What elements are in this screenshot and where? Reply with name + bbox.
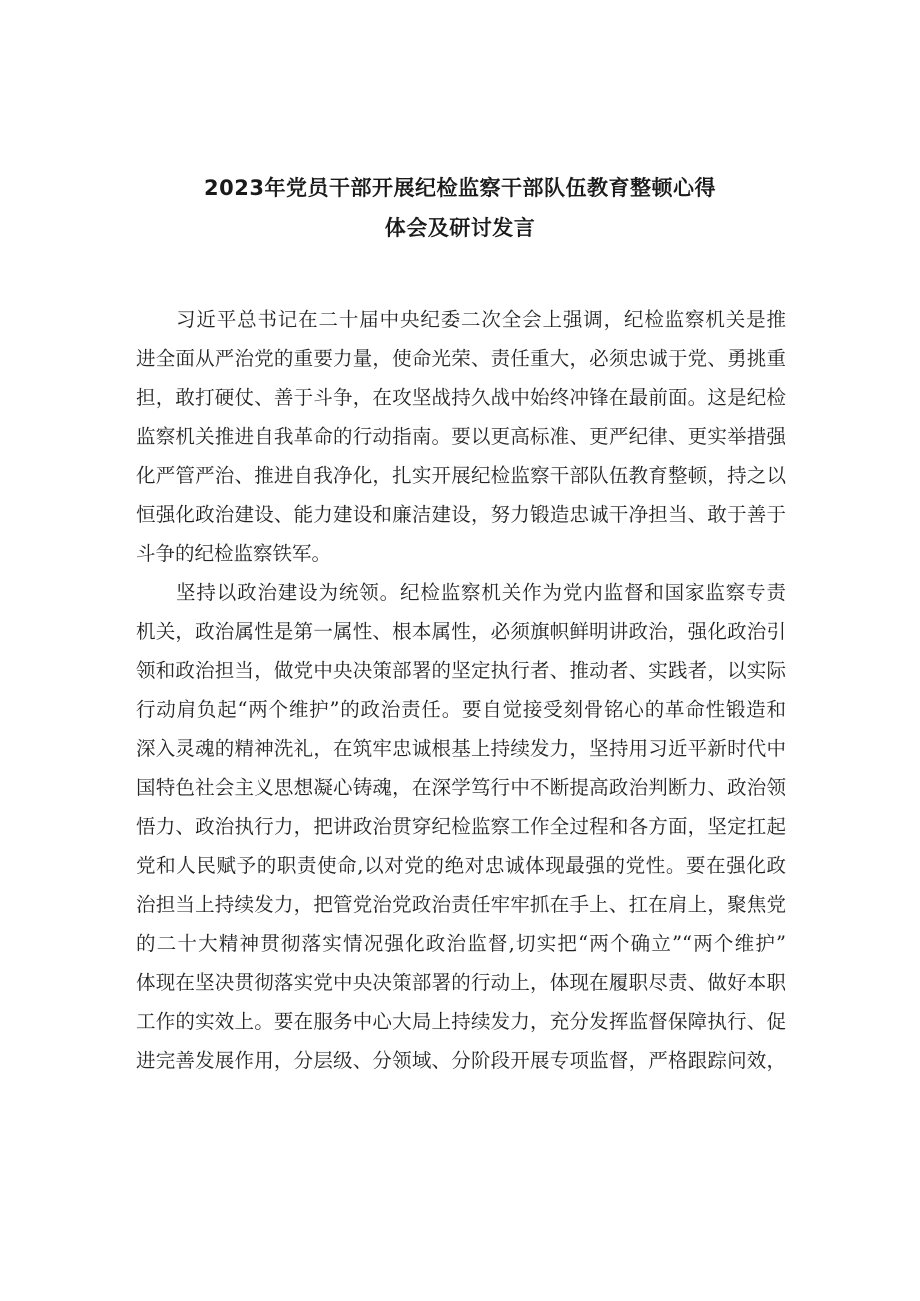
paragraph-line: 领和政治担当，做党中央决策部署的坚定执行者、推动者、实践者，以实际 [136, 659, 786, 682]
paragraph-line: 国特色社会主义思想凝心铸魂，在深学笃行中不断提高政治判断力、政治领 [136, 776, 786, 799]
paragraph-line: 监察机关推进自我革命的行动指南。要以更高标准、更严纪律、更实举措强 [136, 425, 786, 448]
paragraph-line: 深入灵魂的精神洗礼，在筑牢忠诚根基上持续发力，坚持用习近平新时代中 [136, 737, 786, 760]
paragraph-line: 斗争的纪检监察铁军。 [136, 542, 332, 565]
paragraph-line: 行动肩负起“两个维护”的政治责任。要自觉接受刻骨铭心的革命性锻造和 [136, 698, 786, 721]
paragraph-line: 悟力、政治执行力，把讲政治贯穿纪检监察工作全过程和各方面，坚定扛起 [136, 815, 786, 838]
paragraph-line: 进完善发展作用，分层级、分领域、分阶段开展专项监督，严格跟踪问效， [136, 1049, 786, 1072]
paragraph-1 [136, 300, 786, 573]
paragraph-line: 化严管严治、推进自我净化，扎实开展纪检监察干部队伍教育整顿，持之以 [136, 464, 786, 487]
paragraph-line: 机关，政治属性是第一属性、根本属性，必须旗帜鲜明讲政治，强化政治引 [136, 620, 786, 643]
paragraph-line: 体现在坚决贯彻落实党中央决策部署的行动上，体现在履职尽责、做好本职 [136, 971, 786, 994]
document-body [136, 300, 786, 1080]
paragraph-line: 工作的实效上。要在服务中心大局上持续发力，充分发挥监督保障执行、促 [136, 1010, 786, 1033]
paragraph-2 [136, 573, 786, 1080]
title-line-2: 体会及研讨发言 [384, 216, 536, 240]
paragraph-line: 恒强化政治建设、能力建设和廉洁建设，努力锻造忠诚干净担当、敢于善于 [136, 503, 786, 526]
paragraph-line: 习近平总书记在二十届中央纪委二次全会上强调，纪检监察机关是推 [176, 308, 786, 331]
paragraph-line: 的二十大精神贯彻落实情况强化政治监督,切实把“两个确立”“两个维护” [136, 932, 786, 955]
paragraph-line: 进全面从严治党的重要力量，使命光荣、责任重大，必须忠诚于党、勇挑重 [136, 347, 786, 370]
paragraph-line: 担，敢打硬仗、善于斗争，在攻坚战持久战中始终冲锋在最前面。这是纪检 [136, 386, 786, 409]
title-line-1: 2023年党员干部开展纪检监察干部队伍教育整顿心得 [204, 176, 716, 200]
document-title [0, 168, 920, 248]
paragraph-line: 治担当上持续发力，把管党治党政治责任牢牢抓在手上、扛在肩上，聚焦党 [136, 893, 786, 916]
paragraph-line: 党和人民赋予的职责使命,以对党的绝对忠诚体现最强的党性。要在强化政 [136, 854, 786, 877]
paragraph-line: 坚持以政治建设为统领。纪检监察机关作为党内监督和国家监察专责 [176, 581, 786, 604]
